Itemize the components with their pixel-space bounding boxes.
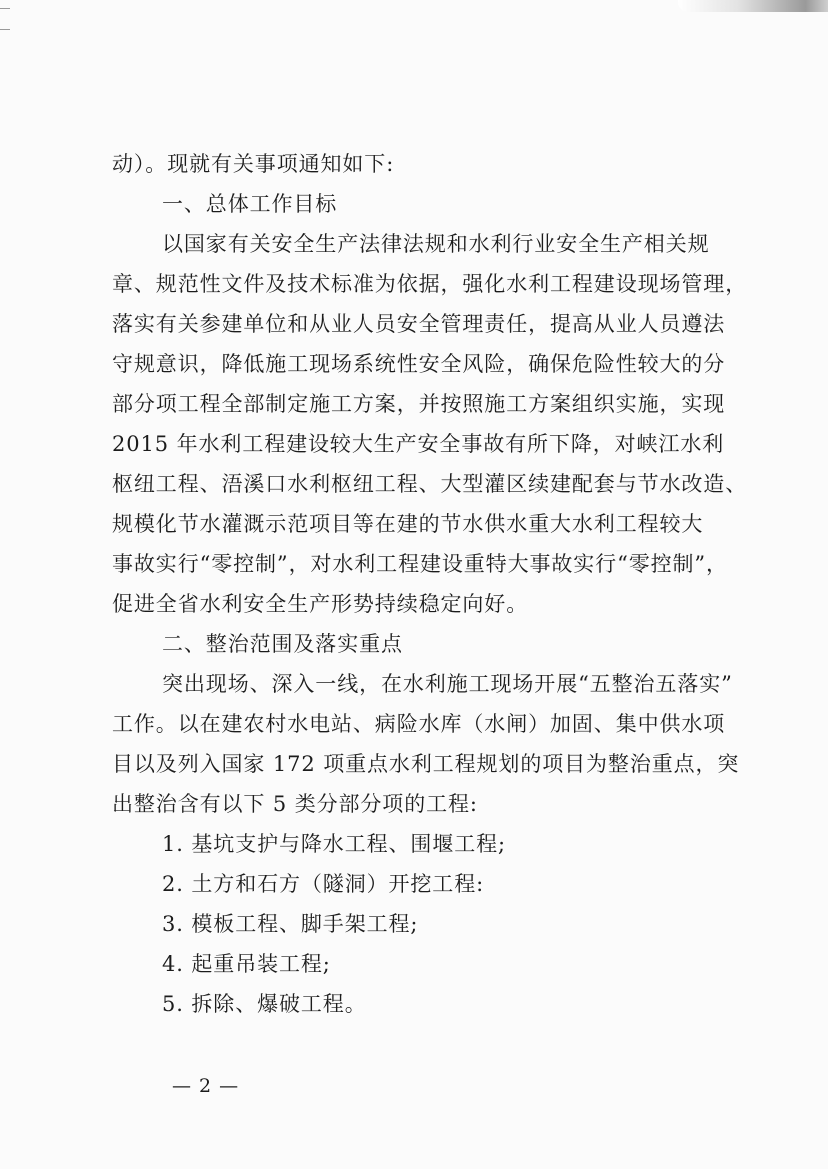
list-item-4: 4. 起重吊装工程; (162, 952, 331, 976)
paragraph-2-line-4: 出整治含有以下 5 类分部分项的工程: (112, 792, 478, 816)
paragraph-1-line-7: 枢纽工程、浯溪口水利枢纽工程、大型灌区续建配套与节水改造、 (112, 472, 748, 496)
paragraph-1-line-2: 章、规范性文件及技术标准为依据，强化水利工程建设现场管理， (112, 272, 748, 296)
page-number: — 2 — (172, 1075, 240, 1097)
list-item-3: 3. 模板工程、脚手架工程; (162, 912, 419, 936)
paragraph-1-line-8: 规模化节水灌溉示范项目等在建的节水供水重大水利工程较大 (112, 512, 704, 536)
paragraph-1-line-6: 2015 年水利工程建设较大生产安全事故有所下降，对峡江水利 (112, 432, 725, 456)
list-item-5: 5. 拆除、爆破工程。 (162, 992, 367, 1016)
section-heading-1: 一、总体工作目标 (162, 192, 338, 216)
paragraph-1-line-4: 守规意识，降低施工现场系统性安全风险，确保危险性较大的分 (112, 352, 726, 376)
paragraph-1-line-5: 部分项工程全部制定施工方案，并按照施工方案组织实施，实现 (112, 392, 726, 416)
scan-corner-shadow (678, 0, 828, 12)
text-line-continuation: 动）。现就有关事项通知如下: (112, 152, 395, 176)
section-heading-2: 二、整治范围及落实重点 (162, 632, 403, 656)
paragraph-2-line-2: 工作。以在建农村水电站、病险水库（水闸）加固、集中供水项 (112, 712, 726, 736)
list-item-2: 2. 土方和石方（隧洞）开挖工程: (162, 872, 485, 896)
scan-edge-mark (0, 8, 10, 30)
paragraph-1-line-10: 促进全省水利安全生产形势持续稳定向好。 (112, 592, 529, 616)
paragraph-1-line-3: 落实有关参建单位和从业人员安全管理责任，提高从业人员遵法 (112, 312, 726, 336)
paragraph-1-line-1: 以国家有关安全生产法律法规和水利行业安全生产相关规 (162, 232, 710, 256)
paragraph-2-line-1: 突出现场、深入一线，在水利施工现场开展“五整治五落实” (162, 672, 733, 696)
list-item-1: 1. 基坑支护与降水工程、围堰工程; (162, 832, 506, 856)
paragraph-2-line-3: 目以及列入国家 172 项重点水利工程规划的项目为整治重点，突 (112, 752, 740, 776)
paragraph-1-line-9: 事故实行“零控制”，对水利工程建设重特大事故实行“零控制”， (112, 552, 728, 576)
